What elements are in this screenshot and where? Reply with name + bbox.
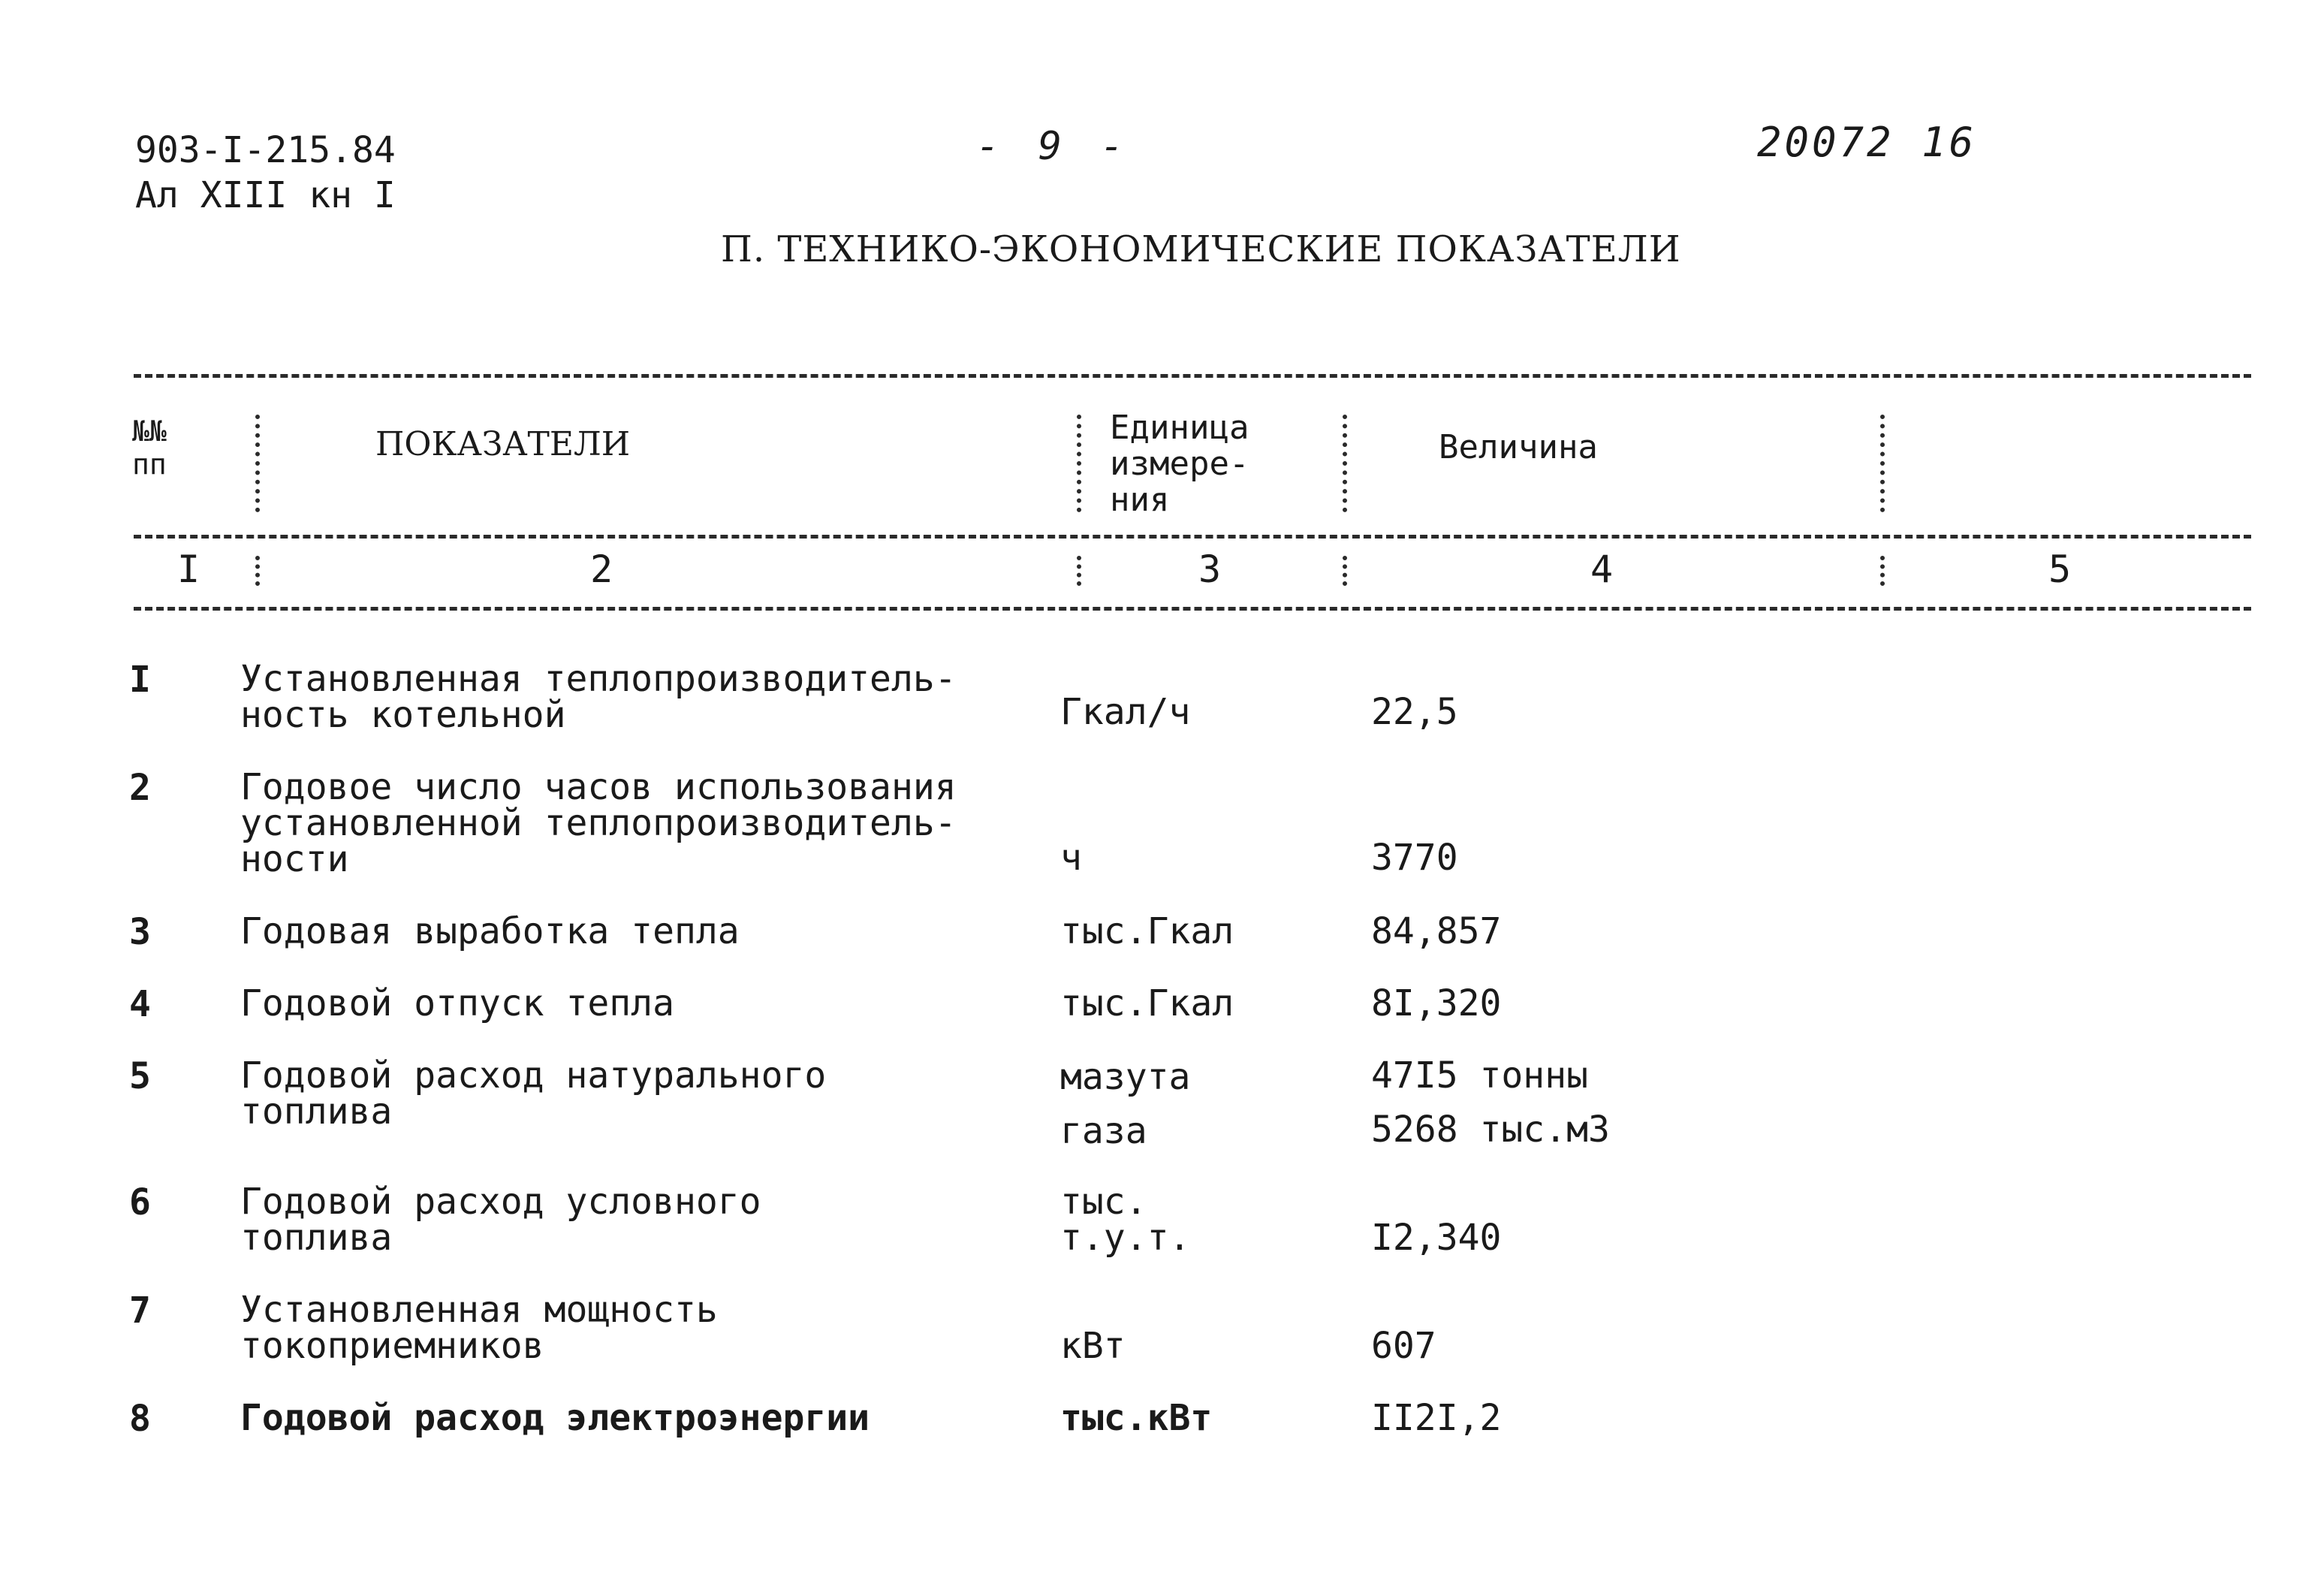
- row-unit-7: кВт: [1060, 1325, 1126, 1367]
- column-number-3: 3: [1198, 548, 1222, 591]
- column-number-5: 5: [2048, 548, 2072, 591]
- column-header-indicator: ПОКАЗАТЕЛИ: [375, 425, 631, 463]
- row-unit-5b: газа: [1060, 1110, 1147, 1152]
- row-number-7: 7: [129, 1290, 151, 1332]
- row-indicator-2: Годовое число часов использования установленной теплопроизводитель-ности: [240, 766, 957, 880]
- col-separator-1: [255, 415, 260, 512]
- row-indicator-5: Годовой расход натурального топлива: [240, 1054, 827, 1133]
- col-separator-3: [1343, 415, 1347, 512]
- page-number: - 9 -: [976, 124, 1132, 169]
- row-number-4: 4: [129, 983, 151, 1025]
- num-separator-2: [1077, 556, 1081, 586]
- row-number-3: 3: [129, 911, 151, 953]
- table-numbers-rule: [134, 607, 2251, 611]
- row-indicator-7: Установленная мощность токоприемников: [240, 1289, 718, 1367]
- row-indicator-8: Годовой расход электроэнергии: [240, 1397, 870, 1439]
- column-header-num: №№ пп: [132, 415, 167, 481]
- row-value-4: 8I,320: [1371, 982, 1502, 1024]
- num-separator-1: [255, 556, 260, 586]
- document-code-line2: Ал XIII кн I: [135, 174, 396, 216]
- row-value-8: II2I,2: [1371, 1397, 1502, 1439]
- row-unit-2: ч: [1060, 837, 1082, 879]
- row-number-2: 2: [129, 767, 151, 809]
- document-number: 20072 16: [1757, 119, 1977, 166]
- row-unit-8: тыс.кВт: [1060, 1397, 1213, 1439]
- row-unit-4: тыс.Гкал: [1060, 982, 1234, 1024]
- row-number-5: 5: [129, 1055, 151, 1097]
- row-unit-6: тыс. т.у.т.: [1060, 1181, 1191, 1259]
- row-indicator-4: Годовой отпуск тепла: [240, 982, 674, 1024]
- num-separator-3: [1343, 556, 1347, 586]
- document-code: [135, 128, 396, 218]
- column-header-unit: Единица измере- ния: [1110, 409, 1249, 519]
- row-indicator-3: Годовая выработка тепла: [240, 910, 740, 952]
- column-number-2: 2: [590, 548, 613, 591]
- document-code-line1: 903-I-215.84: [135, 129, 396, 171]
- row-number-1: I: [129, 659, 151, 701]
- page-title: П. ТЕХНИКО-ЭКОНОМИЧЕСКИЕ ПОКАЗАТЕЛИ: [721, 228, 1681, 270]
- column-header-value: Величина: [1439, 428, 1598, 466]
- table-header-rule: [134, 535, 2251, 539]
- row-value-1: 22,5: [1371, 691, 1458, 733]
- row-value-5a: 47I5 тонны: [1371, 1054, 1588, 1097]
- row-unit-5a: мазута: [1060, 1056, 1191, 1098]
- row-indicator-1: Установленная теплопроизводитель-ность котельной: [240, 658, 957, 736]
- row-value-7: 607: [1371, 1325, 1436, 1367]
- row-indicator-6: Годовой расход условного топлива: [240, 1181, 761, 1259]
- row-value-6: I2,340: [1371, 1217, 1502, 1259]
- table-top-rule: [134, 374, 2251, 378]
- row-unit-1: Гкал/ч: [1060, 691, 1191, 733]
- column-number-1: I: [177, 548, 200, 591]
- row-value-3: 84,857: [1371, 910, 1502, 952]
- row-unit-3: тыс.Гкал: [1060, 910, 1234, 952]
- num-separator-4: [1880, 556, 1885, 586]
- col-separator-2: [1077, 415, 1081, 512]
- column-number-4: 4: [1590, 548, 1614, 591]
- row-number-8: 8: [129, 1398, 151, 1440]
- row-value-2: 3770: [1371, 837, 1458, 879]
- row-value-5b: 5268 тыс.м3: [1371, 1109, 1610, 1151]
- row-number-6: 6: [129, 1181, 151, 1223]
- col-separator-4: [1880, 415, 1885, 512]
